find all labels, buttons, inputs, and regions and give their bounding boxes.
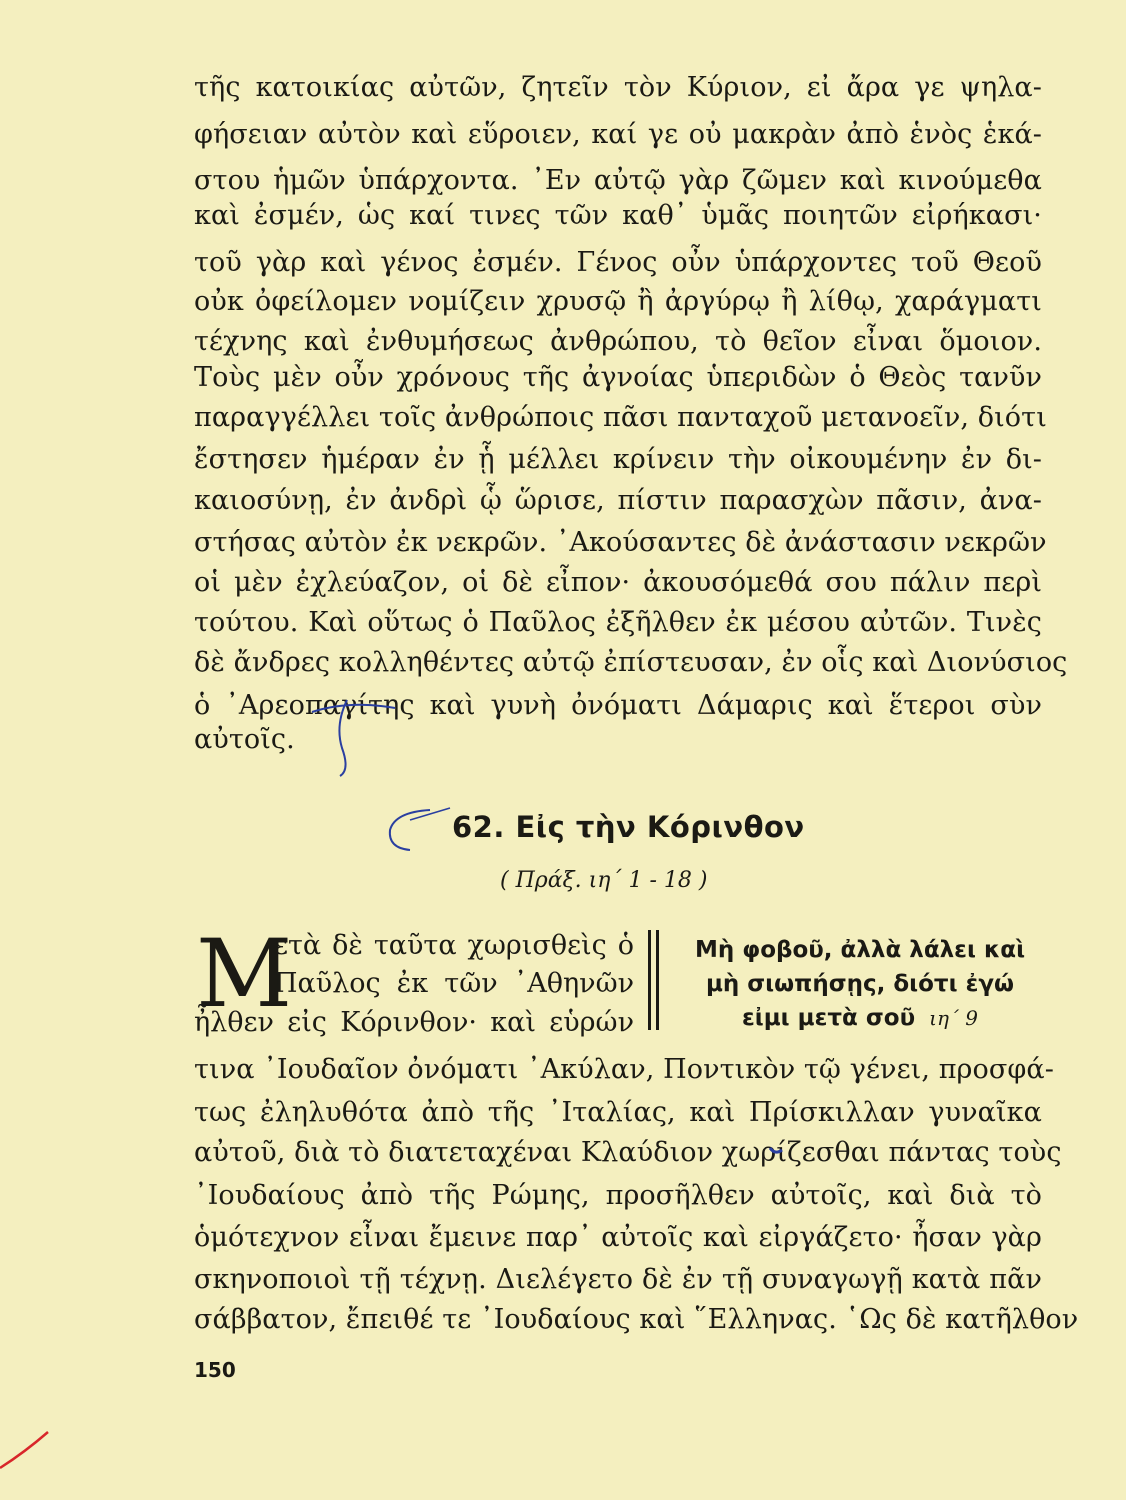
text-line: δὲ ἄνδρες κολληθέντες αὐτῷ ἐπίστευσαν, ἐν οἷς καὶ Διονύσιος	[194, 647, 1068, 678]
text-line: τως ἐληλυθότα ἀπὸ τῆς ᾿Ιταλίας, καὶ Πρίσκιλλαν γυναῖκα	[194, 1097, 1042, 1128]
text-line: φήσειαν αὐτὸν καὶ εὕροιεν, καί γε οὐ μακρὰν ἀπὸ ἑνὸς ἑκά-	[194, 119, 1042, 150]
text-line: οἱ μὲν ἐχλεύαζον, οἱ δὲ εἶπον· ἀκουσόμεθά σου πάλιν περὶ	[194, 567, 1042, 598]
motto-line: μὴ σιωπήσῃς, διότι ἐγώ	[705, 971, 1015, 997]
text-line: παραγγέλλει τοῖς ἀνθρώποις πᾶσι πανταχοῦ μετανοεῖν, διότι	[194, 402, 1047, 433]
text-line: τούτου. Καὶ οὕτως ὁ Παῦλος ἐξῆλθεν ἐκ μέσου αὐτῶν. Τινὲς	[194, 607, 1042, 638]
text-line: ᾿Ιουδαίους ἀπὸ τῆς Ρώμης, προσῆλθεν αὐτοῖς, καὶ διὰ τὸ	[194, 1180, 1042, 1211]
section-reference: ( Πράξ. ιη΄ 1 - 18 )	[500, 868, 708, 893]
page-number: 150	[194, 1358, 236, 1382]
text-line: ὁ ᾿Αρεοπαγίτης καὶ γυνὴ ὀνόματι Δάμαρις καὶ ἕτεροι σὺν	[194, 690, 1042, 721]
text-line: στήσας αὐτὸν ἐκ νεκρῶν. ᾿Ακούσαντες δὲ ἀνάστασιν νεκρῶν	[194, 527, 1047, 558]
text-line: ἔστησεν ἡμέραν ἐν ᾗ μέλλει κρίνειν τὴν οἰκουμένην ἐν δι-	[194, 444, 1042, 475]
text-line: αὐτοῦ, διὰ τὸ διατεταχέναι Κλαύδιον χωρίζεσθαι πάντας τοὺς	[194, 1137, 1062, 1168]
text-line: οὐκ ὀφείλομεν νομίζειν χρυσῷ ἢ ἀργύρῳ ἢ λίθῳ, χαράγματι	[194, 286, 1042, 317]
text-line: σάββατον, ἔπειθέ τε ᾿Ιουδαίους καὶ ῞Ελληνας. ῾Ως δὲ κατῆλθον	[194, 1304, 1079, 1335]
drop-cap: Μ	[196, 920, 293, 1029]
text-line: τινα ᾿Ιουδαῖον ὀνόματι ᾿Ακύλαν, Ποντικὸν τῷ γένει, προσφά-	[194, 1054, 1054, 1085]
text-line: στου ἡμῶν ὑπάρχοντα. ᾿Εν αὐτῷ γὰρ ζῶμεν καὶ κινούμεθα	[194, 165, 1042, 196]
text-line: καιοσύνῃ, ἐν ἀνδρὶ ᾧ ὥρισε, πίστιν παρασχὼν πᾶσιν, ἀνα-	[194, 485, 1042, 516]
intro-line: Παῦλος ἐκ τῶν ᾿Αθηνῶν	[274, 968, 634, 999]
pen-loop-mark	[339, 700, 347, 776]
intro-line: ἦλθεν εἰς Κόρινθον· καὶ εὑρών	[194, 1007, 634, 1038]
text-line: τέχνης καὶ ἐνθυμήσεως ἀνθρώπου, τὸ θεῖον εἶναι ὅμοιον.	[194, 326, 1042, 357]
text-line: αὐτοῖς.	[194, 724, 295, 755]
pen-dot-mark	[770, 1148, 782, 1152]
text-line: Τοὺς μὲν οὖν χρόνους τῆς ἀγνοίας ὑπεριδὼν ὁ Θεὸς τανῦν	[194, 362, 1042, 393]
pen-strike-mark	[312, 705, 395, 712]
text-line: ὁμότεχνον εἶναι ἔμεινε παρ᾿ αὐτοῖς καὶ εἰργάζετο· ἦσαν γὰρ	[194, 1222, 1042, 1253]
section-heading: 62. Εἰς τὴν Κόρινθον	[452, 810, 805, 844]
text-line: καὶ ἐσμέν, ὡς καί τινες τῶν καθ᾿ ὑμᾶς ποιητῶν εἰρήκασι·	[194, 200, 1042, 231]
text-line: σκηνοποιοὶ τῇ τέχνῃ. Διελέγετο δὲ ἐν τῇ συναγωγῇ κατὰ πᾶν	[194, 1264, 1042, 1295]
motto-line: Μὴ φοβοῦ, ἀλλὰ λάλει καὶ	[694, 937, 1026, 963]
pen-stroke-mark	[410, 808, 450, 820]
motto-text: εἰμι μετὰ σοῦ	[741, 1005, 916, 1031]
text-line: τοῦ γὰρ καὶ γένος ἐσμέν. Γένος οὖν ὑπάρχοντες τοῦ Θεοῦ	[194, 247, 1042, 278]
text-line: τῆς κατοικίας αὐτῶν, ζητεῖν τὸν Κύριον, εἰ ἄρα γε ψηλα-	[194, 72, 1042, 103]
intro-line: ετὰ δὲ ταῦτα χωρισθεὶς ὁ	[274, 930, 634, 961]
motto-reference: ιη΄ 9	[929, 1006, 979, 1030]
red-pen-mark	[0, 1432, 48, 1468]
